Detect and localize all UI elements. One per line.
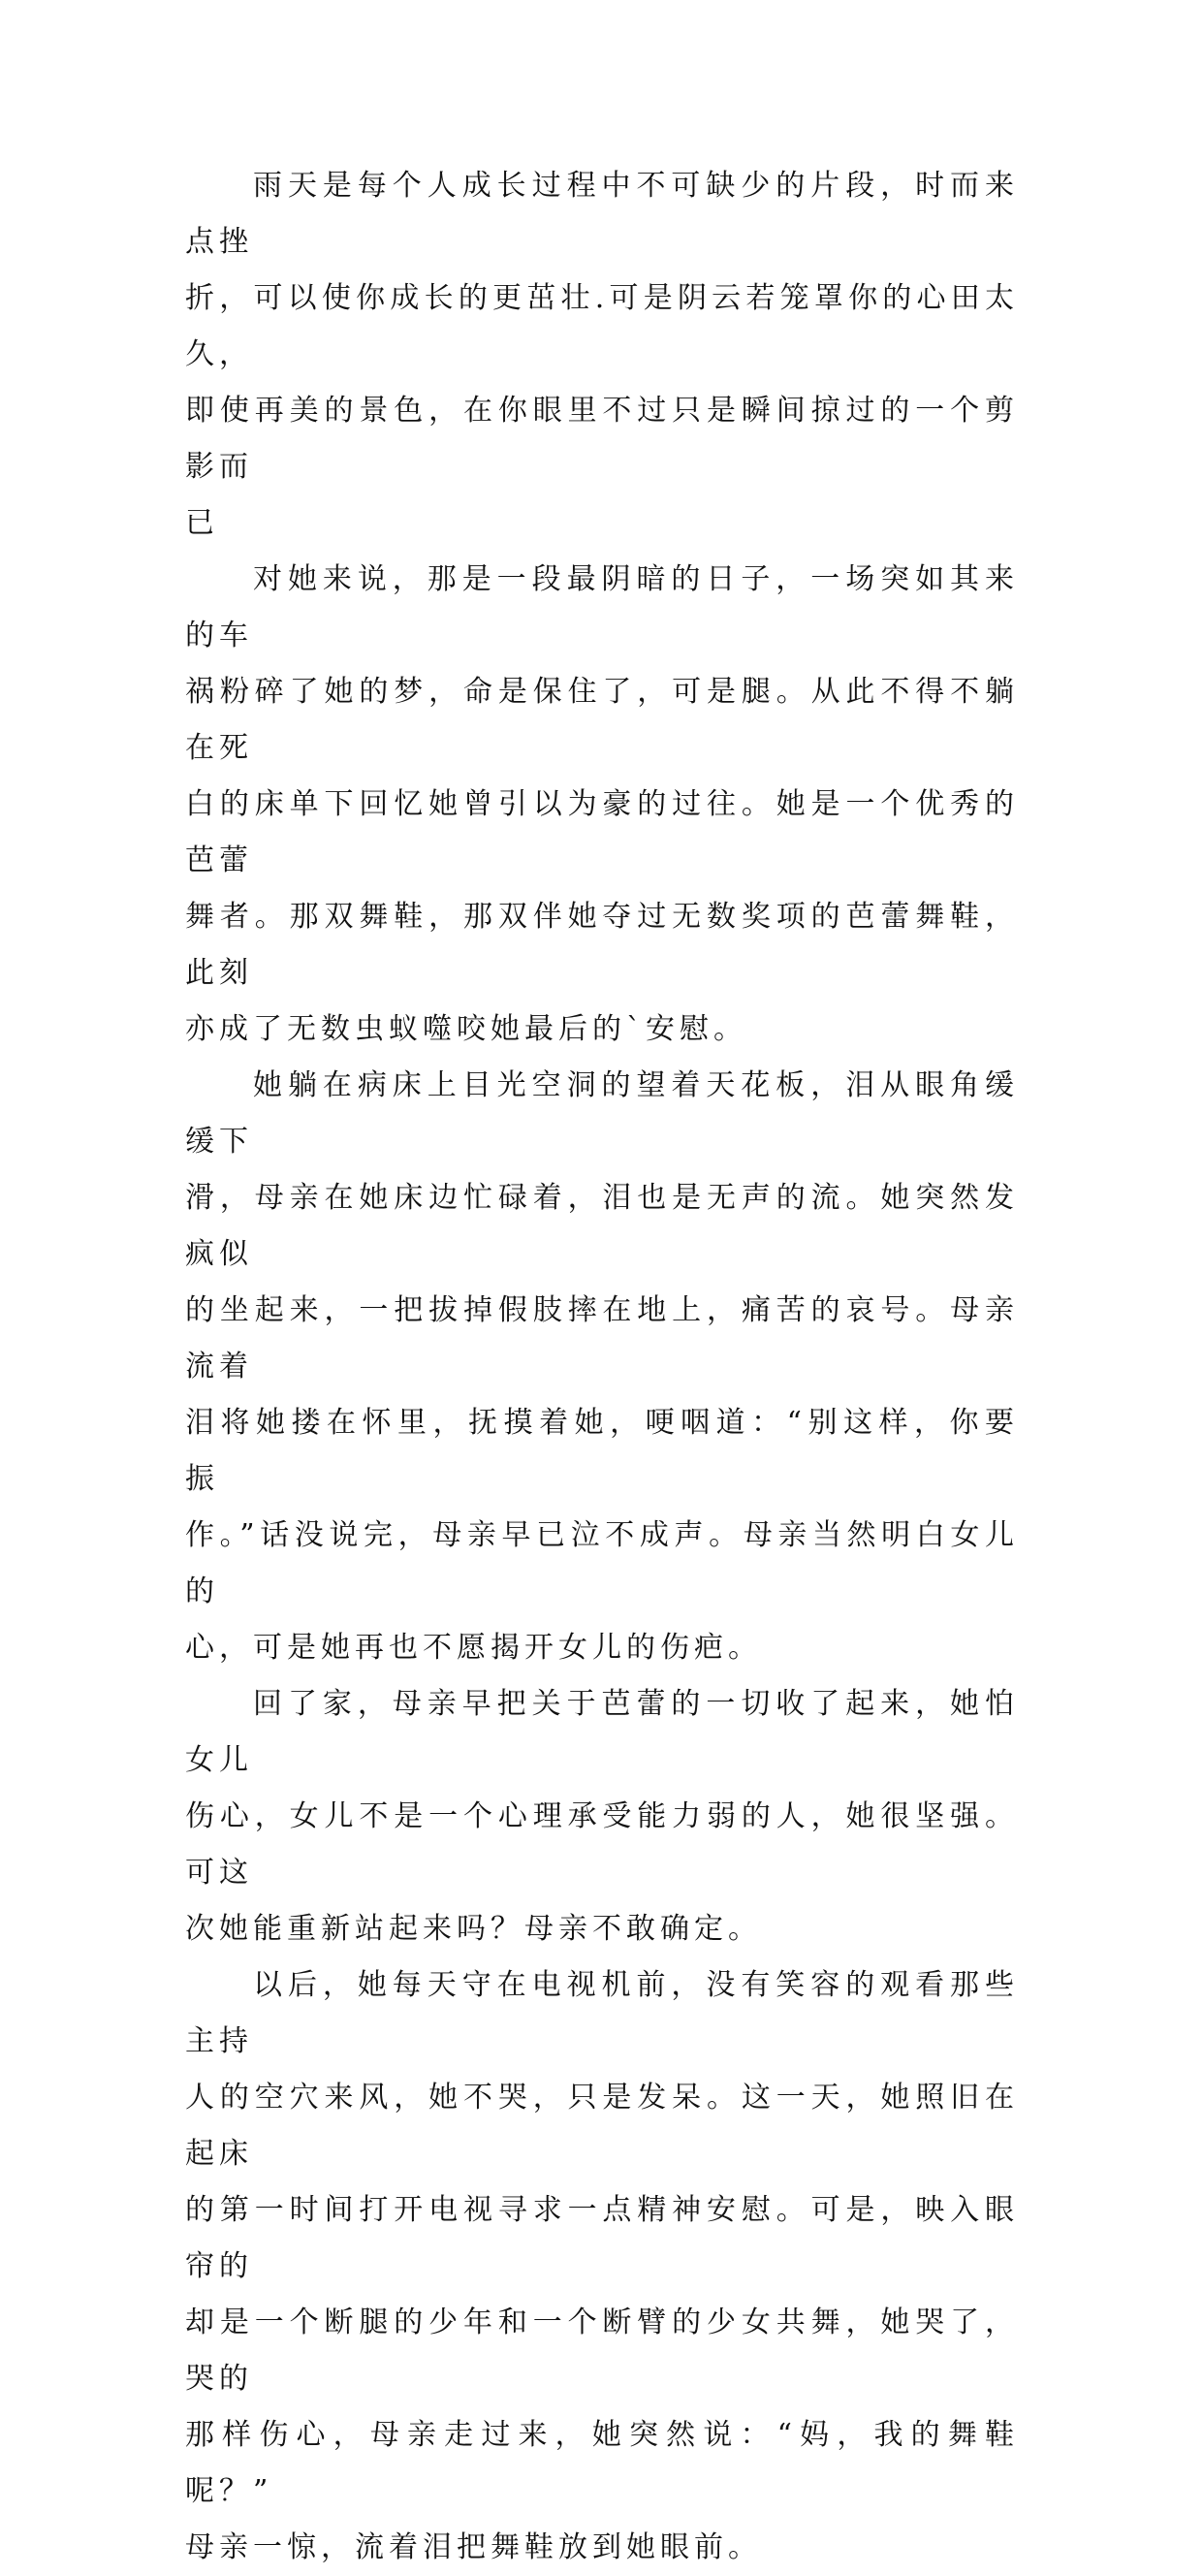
paragraph-2: 对她来说，那是一段最阴暗的日子，一场突如其来的车 祸粉碎了她的梦，命是保住了，可是腿。从此不得不躺在死 白的床单下回忆她曾引以为豪的过往。她是一个优秀的芭蕾 舞者。那双舞鞋，那双伴她夺过无数奖项的芭蕾舞鞋，此刻 亦成了无数虫蚁噬咬她最后的`安慰。 (185, 562, 1019, 1046)
paragraph-5: 以后，她每天守在电视机前，没有笑容的观看那些主持 人的空穴来风，她不哭，只是发呆。这一天，她照旧在起床 的第一时间打开电视寻求一点精神安慰。可是，映入眼帘的 却是一个断腿的少年和一个断臂的少女共舞，她哭了，哭的 那样伤心，母亲走过来，她突然说：“妈，我的舞鞋呢？” 母亲一惊，流着泪把舞鞋放到她眼前。 (185, 1968, 1019, 2564)
paragraph-1: 雨天是每个人成长过程中不可缺少的片段，时而来点挫 折，可以使你成长的更茁壮.可是阴云若笼罩你的心田太久， 即使再美的景色，在你眼里不过只是瞬间掠过的一个剪影而 已 (185, 169, 1019, 540)
article-body (185, 158, 1019, 2576)
paragraph-4: 回了家，母亲早把关于芭蕾的一切收了起来，她怕女儿 伤心，女儿不是一个心理承受能力弱的人，她很坚强。可这 次她能重新站起来吗？母亲不敢确定。 (185, 1687, 1019, 1946)
paragraph-3: 她躺在病床上目光空洞的望着天花板，泪从眼角缓缓下 滑，母亲在她床边忙碌着，泪也是无声的流。她突然发疯似 的坐起来，一把拔掉假肢摔在地上，痛苦的哀号。母亲流着 泪将她搂在怀里，抚摸着她，哽咽道：“别这样，你要振 作。”话没说完，母亲早已泣不成声。母亲当然明白女儿的 心，可是她再也不愿揭开女儿的伤疤。 (185, 1068, 1019, 1665)
